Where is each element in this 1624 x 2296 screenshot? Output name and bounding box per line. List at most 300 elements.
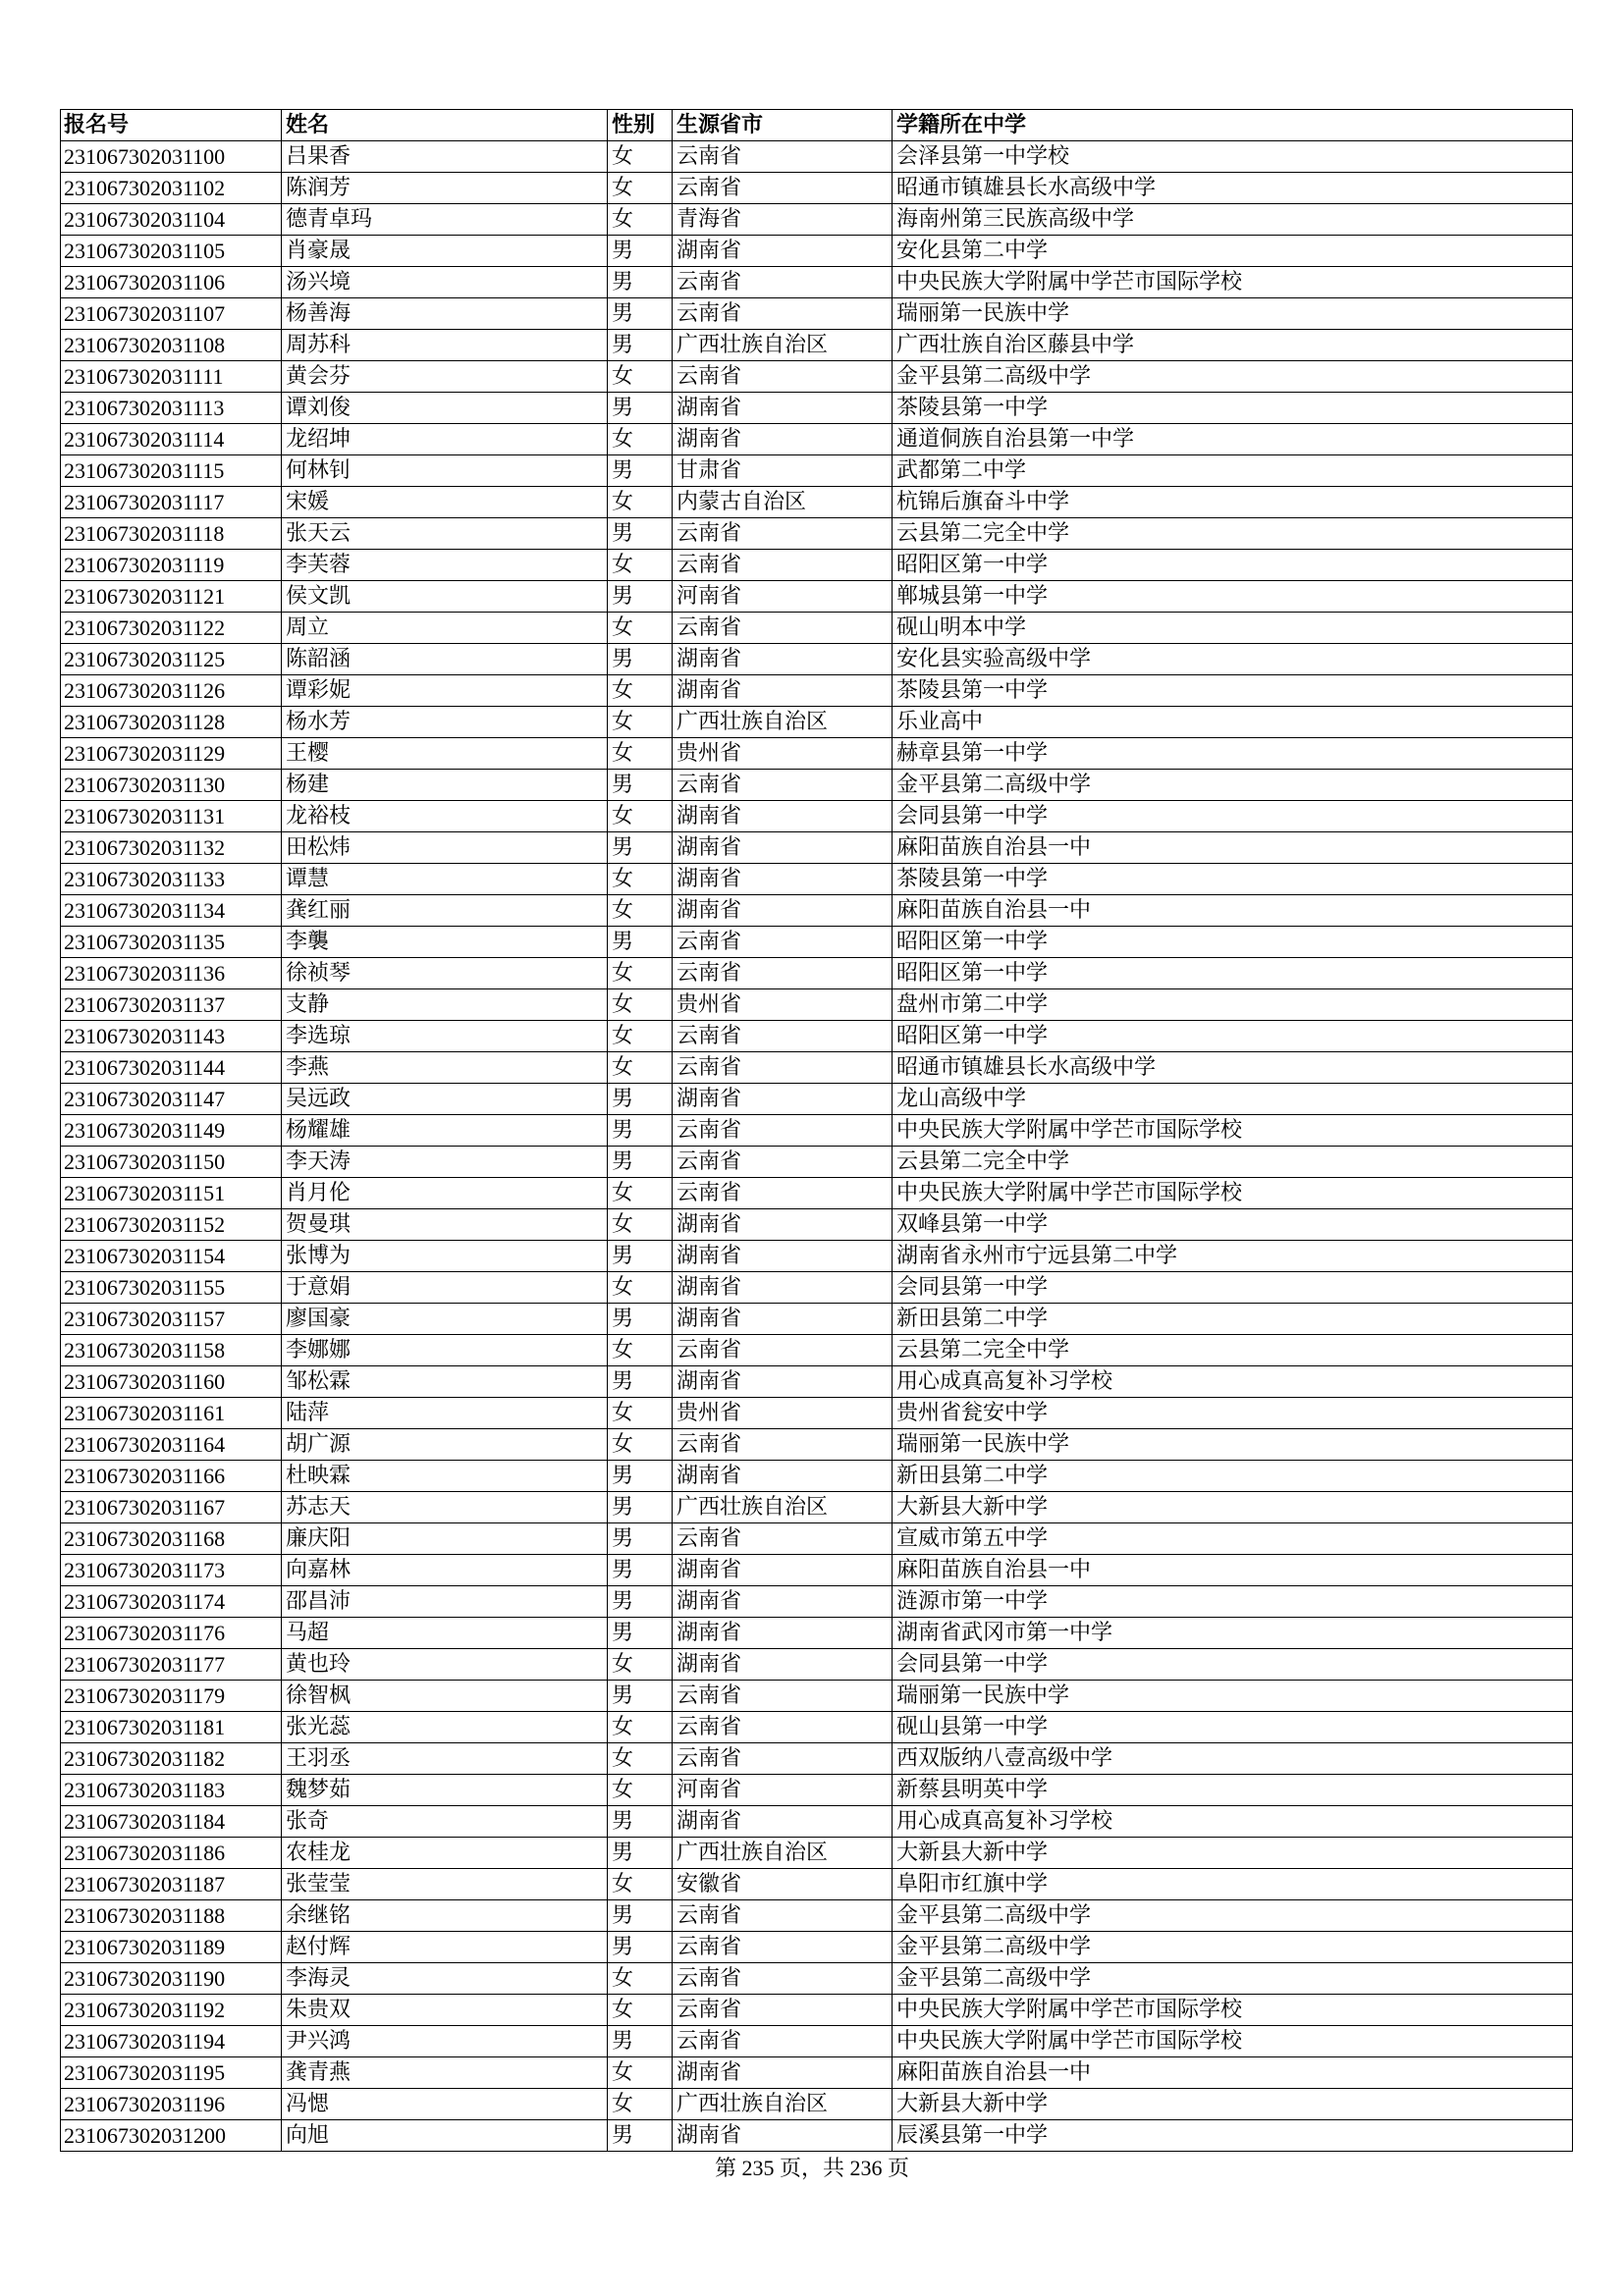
school-cell: 乐业高中 xyxy=(893,707,1573,738)
table-row xyxy=(61,1681,1573,1712)
province-cell: 云南省 xyxy=(673,1995,893,2026)
table-row xyxy=(61,1241,1573,1272)
table-row xyxy=(61,1272,1573,1304)
school-cell: 会泽县第一中学校 xyxy=(893,141,1573,173)
registration-number-cell: 231067302031117 xyxy=(61,487,282,518)
table-row xyxy=(61,1618,1573,1649)
name-cell: 赵付辉 xyxy=(282,1932,608,1963)
table-row xyxy=(61,204,1573,236)
school-cell: 用心成真高复补习学校 xyxy=(893,1806,1573,1838)
gender-cell: 男 xyxy=(608,644,673,675)
name-cell: 黄也玲 xyxy=(282,1649,608,1681)
province-cell: 湖南省 xyxy=(673,236,893,267)
province-cell: 云南省 xyxy=(673,1147,893,1178)
name-cell: 杨水芳 xyxy=(282,707,608,738)
province-cell: 云南省 xyxy=(673,1681,893,1712)
gender-cell: 男 xyxy=(608,267,673,298)
school-cell: 新田县第二中学 xyxy=(893,1304,1573,1335)
table-row xyxy=(61,613,1573,644)
name-cell: 龙裕枝 xyxy=(282,801,608,832)
table-row xyxy=(61,958,1573,989)
header-name: 姓名 xyxy=(282,110,608,141)
gender-cell: 女 xyxy=(608,2057,673,2089)
registration-number-cell: 231067302031102 xyxy=(61,173,282,204)
name-cell: 贺曼琪 xyxy=(282,1209,608,1241)
name-cell: 龚红丽 xyxy=(282,895,608,927)
gender-cell: 女 xyxy=(608,141,673,173)
table-row xyxy=(61,989,1573,1021)
registration-number-cell: 231067302031196 xyxy=(61,2089,282,2120)
gender-cell: 女 xyxy=(608,675,673,707)
gender-cell: 女 xyxy=(608,361,673,393)
province-cell: 云南省 xyxy=(673,1963,893,1995)
school-cell: 茶陵县第一中学 xyxy=(893,393,1573,424)
province-cell: 湖南省 xyxy=(673,1618,893,1649)
gender-cell: 女 xyxy=(608,1335,673,1366)
name-cell: 吕果香 xyxy=(282,141,608,173)
school-cell: 贵州省瓮安中学 xyxy=(893,1398,1573,1429)
school-cell: 湖南省永州市宁远县第二中学 xyxy=(893,1241,1573,1272)
registration-number-cell: 231067302031155 xyxy=(61,1272,282,1304)
table-row xyxy=(61,1775,1573,1806)
name-cell: 冯愢 xyxy=(282,2089,608,2120)
gender-cell: 男 xyxy=(608,1618,673,1649)
registration-number-cell: 231067302031190 xyxy=(61,1963,282,1995)
gender-cell: 女 xyxy=(608,1209,673,1241)
table-row xyxy=(61,330,1573,361)
province-cell: 湖南省 xyxy=(673,1555,893,1586)
school-cell: 金平县第二高级中学 xyxy=(893,361,1573,393)
province-cell: 湖南省 xyxy=(673,644,893,675)
table-row xyxy=(61,738,1573,770)
gender-cell: 男 xyxy=(608,393,673,424)
name-cell: 侯文凯 xyxy=(282,581,608,613)
registration-number-cell: 231067302031173 xyxy=(61,1555,282,1586)
province-cell: 湖南省 xyxy=(673,1461,893,1492)
gender-cell: 男 xyxy=(608,1900,673,1932)
school-cell: 金平县第二高级中学 xyxy=(893,1932,1573,1963)
name-cell: 肖月伦 xyxy=(282,1178,608,1209)
name-cell: 农桂龙 xyxy=(282,1838,608,1869)
table-row xyxy=(61,1461,1573,1492)
province-cell: 云南省 xyxy=(673,2026,893,2057)
school-cell: 麻阳苗族自治县一中 xyxy=(893,832,1573,864)
province-cell: 广西壮族自治区 xyxy=(673,330,893,361)
table-row xyxy=(61,1995,1573,2026)
school-cell: 大新县大新中学 xyxy=(893,1492,1573,1523)
registration-number-cell: 231067302031177 xyxy=(61,1649,282,1681)
school-cell: 会同县第一中学 xyxy=(893,1272,1573,1304)
school-cell: 瑞丽第一民族中学 xyxy=(893,1429,1573,1461)
table-row xyxy=(61,361,1573,393)
gender-cell: 男 xyxy=(608,330,673,361)
table-row xyxy=(61,1963,1573,1995)
province-cell: 河南省 xyxy=(673,1775,893,1806)
registration-number-cell: 231067302031105 xyxy=(61,236,282,267)
table-row xyxy=(61,267,1573,298)
province-cell: 广西壮族自治区 xyxy=(673,1492,893,1523)
table-row xyxy=(61,455,1573,487)
gender-cell: 女 xyxy=(608,738,673,770)
name-cell: 廉庆阳 xyxy=(282,1523,608,1555)
table-row xyxy=(61,707,1573,738)
table-row xyxy=(61,141,1573,173)
school-cell: 赫章县第一中学 xyxy=(893,738,1573,770)
gender-cell: 男 xyxy=(608,1838,673,1869)
gender-cell: 女 xyxy=(608,1775,673,1806)
school-cell: 中央民族大学附属中学芒市国际学校 xyxy=(893,1178,1573,1209)
table-row xyxy=(61,832,1573,864)
table-row xyxy=(61,1838,1573,1869)
registration-number-cell: 231067302031187 xyxy=(61,1869,282,1900)
province-cell: 贵州省 xyxy=(673,1398,893,1429)
gender-cell: 男 xyxy=(608,1492,673,1523)
table-row xyxy=(61,1712,1573,1743)
province-cell: 云南省 xyxy=(673,1052,893,1084)
table-row xyxy=(61,1869,1573,1900)
table-row xyxy=(61,424,1573,455)
table-row xyxy=(61,675,1573,707)
name-cell: 黄会芬 xyxy=(282,361,608,393)
registration-number-cell: 231067302031186 xyxy=(61,1838,282,1869)
registration-number-cell: 231067302031158 xyxy=(61,1335,282,1366)
province-cell: 湖南省 xyxy=(673,864,893,895)
province-cell: 云南省 xyxy=(673,298,893,330)
gender-cell: 女 xyxy=(608,958,673,989)
name-cell: 李选琼 xyxy=(282,1021,608,1052)
gender-cell: 女 xyxy=(608,1052,673,1084)
registration-number-cell: 231067302031164 xyxy=(61,1429,282,1461)
school-cell: 武都第二中学 xyxy=(893,455,1573,487)
province-cell: 云南省 xyxy=(673,267,893,298)
school-cell: 会同县第一中学 xyxy=(893,1649,1573,1681)
name-cell: 魏梦茹 xyxy=(282,1775,608,1806)
gender-cell: 男 xyxy=(608,1932,673,1963)
table-row xyxy=(61,1304,1573,1335)
table-row xyxy=(61,644,1573,675)
student-list-table xyxy=(60,109,1573,2152)
table-row xyxy=(61,1429,1573,1461)
registration-number-cell: 231067302031118 xyxy=(61,518,282,550)
school-cell: 西双版纳八壹高级中学 xyxy=(893,1743,1573,1775)
province-cell: 广西壮族自治区 xyxy=(673,1838,893,1869)
gender-cell: 男 xyxy=(608,518,673,550)
school-cell: 昭通市镇雄县长水高级中学 xyxy=(893,1052,1573,1084)
registration-number-cell: 231067302031119 xyxy=(61,550,282,581)
province-cell: 湖南省 xyxy=(673,1586,893,1618)
province-cell: 湖南省 xyxy=(673,1366,893,1398)
gender-cell: 女 xyxy=(608,2089,673,2120)
gender-cell: 男 xyxy=(608,832,673,864)
province-cell: 湖南省 xyxy=(673,1272,893,1304)
registration-number-cell: 231067302031108 xyxy=(61,330,282,361)
province-cell: 青海省 xyxy=(673,204,893,236)
school-cell: 瑞丽第一民族中学 xyxy=(893,1681,1573,1712)
province-cell: 云南省 xyxy=(673,361,893,393)
gender-cell: 女 xyxy=(608,1429,673,1461)
table-row xyxy=(61,1178,1573,1209)
gender-cell: 女 xyxy=(608,613,673,644)
school-cell: 双峰县第一中学 xyxy=(893,1209,1573,1241)
registration-number-cell: 231067302031147 xyxy=(61,1084,282,1115)
name-cell: 支静 xyxy=(282,989,608,1021)
name-cell: 徐祯琴 xyxy=(282,958,608,989)
school-cell: 砚山明本中学 xyxy=(893,613,1573,644)
school-cell: 昭阳区第一中学 xyxy=(893,1021,1573,1052)
registration-number-cell: 231067302031133 xyxy=(61,864,282,895)
province-cell: 内蒙古自治区 xyxy=(673,487,893,518)
name-cell: 张博为 xyxy=(282,1241,608,1272)
name-cell: 谭慧 xyxy=(282,864,608,895)
name-cell: 张莹莹 xyxy=(282,1869,608,1900)
name-cell: 王樱 xyxy=(282,738,608,770)
registration-number-cell: 231067302031179 xyxy=(61,1681,282,1712)
province-cell: 湖南省 xyxy=(673,832,893,864)
table-row xyxy=(61,581,1573,613)
school-cell: 中央民族大学附属中学芒市国际学校 xyxy=(893,1115,1573,1147)
school-cell: 广西壮族自治区藤县中学 xyxy=(893,330,1573,361)
school-cell: 大新县大新中学 xyxy=(893,1838,1573,1869)
header-school: 学籍所在中学 xyxy=(893,110,1573,141)
table-row xyxy=(61,1398,1573,1429)
school-cell: 湖南省武冈市第一中学 xyxy=(893,1618,1573,1649)
gender-cell: 女 xyxy=(608,864,673,895)
gender-cell: 男 xyxy=(608,1806,673,1838)
school-cell: 中央民族大学附属中学芒市国际学校 xyxy=(893,2026,1573,2057)
table-row xyxy=(61,1932,1573,1963)
school-cell: 麻阳苗族自治县一中 xyxy=(893,2057,1573,2089)
table-row xyxy=(61,2057,1573,2089)
gender-cell: 女 xyxy=(608,1963,673,1995)
registration-number-cell: 231067302031176 xyxy=(61,1618,282,1649)
registration-number-cell: 231067302031200 xyxy=(61,2120,282,2152)
name-cell: 陈韶涵 xyxy=(282,644,608,675)
registration-number-cell: 231067302031151 xyxy=(61,1178,282,1209)
province-cell: 湖南省 xyxy=(673,1209,893,1241)
registration-number-cell: 231067302031111 xyxy=(61,361,282,393)
table-row xyxy=(61,1555,1573,1586)
registration-number-cell: 231067302031189 xyxy=(61,1932,282,1963)
table-row xyxy=(61,2089,1573,2120)
registration-number-cell: 231067302031135 xyxy=(61,927,282,958)
registration-number-cell: 231067302031184 xyxy=(61,1806,282,1838)
registration-number-cell: 231067302031137 xyxy=(61,989,282,1021)
province-cell: 安徽省 xyxy=(673,1869,893,1900)
name-cell: 李海灵 xyxy=(282,1963,608,1995)
province-cell: 云南省 xyxy=(673,1523,893,1555)
province-cell: 广西壮族自治区 xyxy=(673,707,893,738)
registration-number-cell: 231067302031182 xyxy=(61,1743,282,1775)
name-cell: 朱贵双 xyxy=(282,1995,608,2026)
gender-cell: 男 xyxy=(608,1304,673,1335)
name-cell: 龙绍坤 xyxy=(282,424,608,455)
gender-cell: 女 xyxy=(608,1869,673,1900)
table-row xyxy=(61,1084,1573,1115)
header-row xyxy=(61,110,1573,141)
registration-number-cell: 231067302031128 xyxy=(61,707,282,738)
table-row xyxy=(61,1052,1573,1084)
name-cell: 张光蕊 xyxy=(282,1712,608,1743)
gender-cell: 男 xyxy=(608,927,673,958)
registration-number-cell: 231067302031160 xyxy=(61,1366,282,1398)
gender-cell: 男 xyxy=(608,1461,673,1492)
name-cell: 谭彩妮 xyxy=(282,675,608,707)
school-cell: 云县第二完全中学 xyxy=(893,1147,1573,1178)
school-cell: 砚山县第一中学 xyxy=(893,1712,1573,1743)
gender-cell: 男 xyxy=(608,2026,673,2057)
table-row xyxy=(61,1806,1573,1838)
table-row xyxy=(61,1209,1573,1241)
header-gender: 性别 xyxy=(608,110,673,141)
gender-cell: 女 xyxy=(608,989,673,1021)
province-cell: 云南省 xyxy=(673,1429,893,1461)
province-cell: 湖南省 xyxy=(673,393,893,424)
gender-cell: 男 xyxy=(608,770,673,801)
registration-number-cell: 231067302031106 xyxy=(61,267,282,298)
table-row xyxy=(61,2120,1573,2152)
school-cell: 麻阳苗族自治县一中 xyxy=(893,895,1573,927)
province-cell: 云南省 xyxy=(673,958,893,989)
school-cell: 辰溪县第一中学 xyxy=(893,2120,1573,2152)
name-cell: 邵昌沛 xyxy=(282,1586,608,1618)
name-cell: 李芙蓉 xyxy=(282,550,608,581)
name-cell: 田松炜 xyxy=(282,832,608,864)
registration-number-cell: 231067302031100 xyxy=(61,141,282,173)
province-cell: 湖南省 xyxy=(673,2120,893,2152)
name-cell: 廖国豪 xyxy=(282,1304,608,1335)
table-row xyxy=(61,1115,1573,1147)
school-cell: 盘州市第二中学 xyxy=(893,989,1573,1021)
name-cell: 尹兴鸿 xyxy=(282,2026,608,2057)
school-cell: 金平县第二高级中学 xyxy=(893,770,1573,801)
gender-cell: 男 xyxy=(608,236,673,267)
province-cell: 云南省 xyxy=(673,1021,893,1052)
province-cell: 湖南省 xyxy=(673,895,893,927)
school-cell: 杭锦后旗奋斗中学 xyxy=(893,487,1573,518)
province-cell: 湖南省 xyxy=(673,801,893,832)
registration-number-cell: 231067302031152 xyxy=(61,1209,282,1241)
table-row xyxy=(61,1523,1573,1555)
table-row xyxy=(61,1366,1573,1398)
school-cell: 安化县第二中学 xyxy=(893,236,1573,267)
table-row xyxy=(61,298,1573,330)
school-cell: 云县第二完全中学 xyxy=(893,518,1573,550)
registration-number-cell: 231067302031134 xyxy=(61,895,282,927)
name-cell: 胡广源 xyxy=(282,1429,608,1461)
name-cell: 于意娟 xyxy=(282,1272,608,1304)
name-cell: 徐智枫 xyxy=(282,1681,608,1712)
gender-cell: 男 xyxy=(608,1115,673,1147)
table-row xyxy=(61,550,1573,581)
registration-number-cell: 231067302031131 xyxy=(61,801,282,832)
province-cell: 云南省 xyxy=(673,1712,893,1743)
school-cell: 通道侗族自治县第一中学 xyxy=(893,424,1573,455)
school-cell: 龙山高级中学 xyxy=(893,1084,1573,1115)
registration-number-cell: 231067302031104 xyxy=(61,204,282,236)
school-cell: 中央民族大学附属中学芒市国际学校 xyxy=(893,1995,1573,2026)
registration-number-cell: 231067302031126 xyxy=(61,675,282,707)
province-cell: 湖南省 xyxy=(673,1084,893,1115)
gender-cell: 女 xyxy=(608,1712,673,1743)
table-row xyxy=(61,927,1573,958)
registration-number-cell: 231067302031113 xyxy=(61,393,282,424)
name-cell: 何林钊 xyxy=(282,455,608,487)
province-cell: 河南省 xyxy=(673,581,893,613)
registration-number-cell: 231067302031194 xyxy=(61,2026,282,2057)
name-cell: 王羽丞 xyxy=(282,1743,608,1775)
registration-number-cell: 231067302031195 xyxy=(61,2057,282,2089)
gender-cell: 女 xyxy=(608,173,673,204)
gender-cell: 男 xyxy=(608,1147,673,1178)
registration-number-cell: 231067302031154 xyxy=(61,1241,282,1272)
school-cell: 郸城县第一中学 xyxy=(893,581,1573,613)
name-cell: 邹松霖 xyxy=(282,1366,608,1398)
name-cell: 李天涛 xyxy=(282,1147,608,1178)
province-cell: 云南省 xyxy=(673,1743,893,1775)
school-cell: 大新县大新中学 xyxy=(893,2089,1573,2120)
registration-number-cell: 231067302031157 xyxy=(61,1304,282,1335)
name-cell: 向旭 xyxy=(282,2120,608,2152)
registration-number-cell: 231067302031125 xyxy=(61,644,282,675)
table-row xyxy=(61,1586,1573,1618)
table-row xyxy=(61,864,1573,895)
name-cell: 向嘉林 xyxy=(282,1555,608,1586)
school-cell: 安化县实验高级中学 xyxy=(893,644,1573,675)
school-cell: 麻阳苗族自治县一中 xyxy=(893,1555,1573,1586)
gender-cell: 女 xyxy=(608,487,673,518)
school-cell: 会同县第一中学 xyxy=(893,801,1573,832)
province-cell: 湖南省 xyxy=(673,1806,893,1838)
name-cell: 宋媛 xyxy=(282,487,608,518)
name-cell: 周苏科 xyxy=(282,330,608,361)
gender-cell: 男 xyxy=(608,298,673,330)
name-cell: 陈润芳 xyxy=(282,173,608,204)
gender-cell: 男 xyxy=(608,581,673,613)
name-cell: 李襲 xyxy=(282,927,608,958)
school-cell: 茶陵县第一中学 xyxy=(893,675,1573,707)
gender-cell: 女 xyxy=(608,895,673,927)
table-row xyxy=(61,1335,1573,1366)
registration-number-cell: 231067302031143 xyxy=(61,1021,282,1052)
table-row xyxy=(61,1147,1573,1178)
province-cell: 云南省 xyxy=(673,927,893,958)
gender-cell: 女 xyxy=(608,1021,673,1052)
province-cell: 云南省 xyxy=(673,1335,893,1366)
registration-number-cell: 231067302031121 xyxy=(61,581,282,613)
gender-cell: 女 xyxy=(608,801,673,832)
school-cell: 瑞丽第一民族中学 xyxy=(893,298,1573,330)
table-row xyxy=(61,487,1573,518)
school-cell: 新田县第二中学 xyxy=(893,1461,1573,1492)
province-cell: 云南省 xyxy=(673,1115,893,1147)
table-row xyxy=(61,1743,1573,1775)
province-cell: 云南省 xyxy=(673,141,893,173)
name-cell: 杨善海 xyxy=(282,298,608,330)
school-cell: 宣威市第五中学 xyxy=(893,1523,1573,1555)
province-cell: 云南省 xyxy=(673,1900,893,1932)
school-cell: 茶陵县第一中学 xyxy=(893,864,1573,895)
name-cell: 陆萍 xyxy=(282,1398,608,1429)
school-cell: 海南州第三民族高级中学 xyxy=(893,204,1573,236)
province-cell: 湖南省 xyxy=(673,1241,893,1272)
school-cell: 昭阳区第一中学 xyxy=(893,550,1573,581)
table-row xyxy=(61,1649,1573,1681)
gender-cell: 男 xyxy=(608,1084,673,1115)
province-cell: 湖南省 xyxy=(673,1649,893,1681)
gender-cell: 女 xyxy=(608,1178,673,1209)
registration-number-cell: 231067302031115 xyxy=(61,455,282,487)
gender-cell: 女 xyxy=(608,707,673,738)
